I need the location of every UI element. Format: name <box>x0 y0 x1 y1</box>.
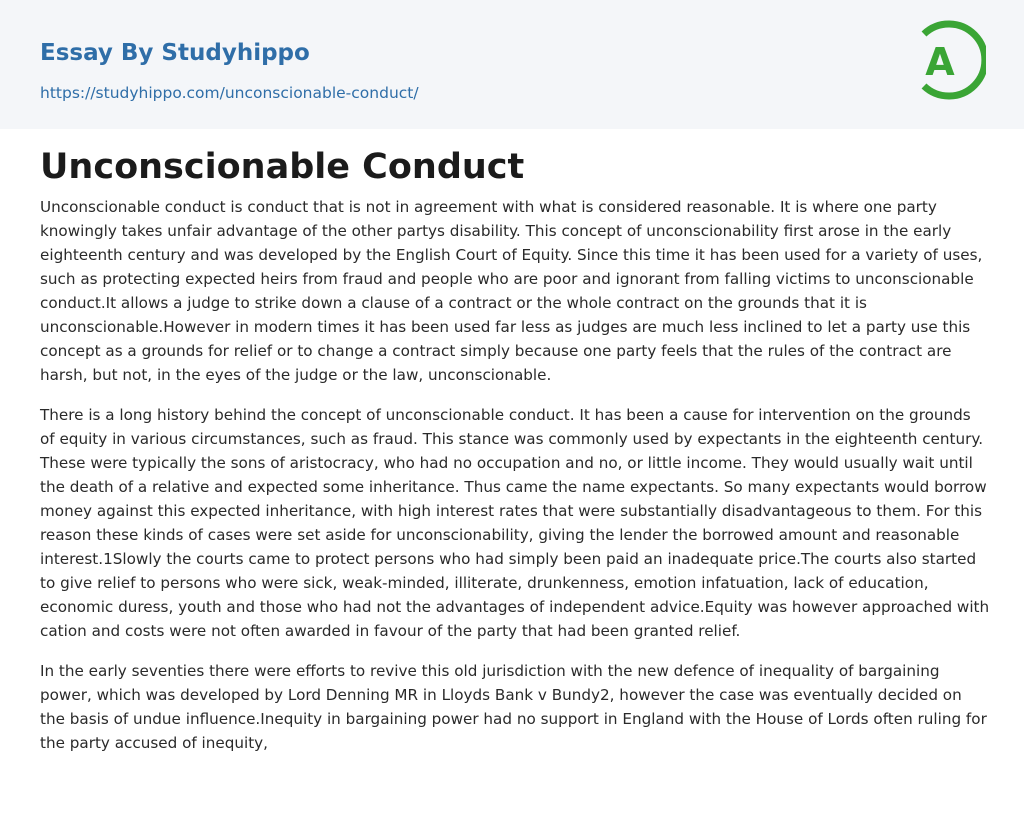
essay-paragraph-1: Unconscionable conduct is conduct that is not in agreement with what is considered reasonable. It is where one party knowingly takes unfair advantage of the other partys disability. This concept of unconscionability first arose in the early eighteenth century and was developed by the English Court of Equity. Since this time it has been used for a variety of uses, such as protecting expected heirs from fraud and people who are poor and ignorant from falling victims to unconscionable conduct.It allows a judge to strike down a clause of a contract or the whole contract on the grounds that it is unconscionable.However in modern times it has been used far less as judges are much less inclined to let a party use this concept as a grounds for relief or to change a contract simply because one party feels that the rules of the contract are harsh, but not, in the eyes of the judge or the law, unconscionable. <box>40 198 983 384</box>
essay-paragraph-3: In the early seventies there were efforts to revive this old jurisdiction with the new defence of inequality of bargaining power, which was developed by Lord Denning MR in Lloyds Bank v Bundy2, however the case was eventually decided on the basis of undue influence.Inequity in bargaining power had no support in England with the House of Lords often ruling for the party accused of inequity, <box>40 662 987 752</box>
essay-paragraph-2: There is a long history behind the concept of unconscionable conduct. It has been a cause for intervention on the grounds of equity in various circumstances, such as fraud. This stance was commonly used by expectants in the eighteenth century. These were typically the sons of aristocracy, who had no occupation and no, or little income. They would usually wait until the death of a relative and expected some inheritance. Thus came the name expectants. So many expectants would borrow money against this expected inheritance, with high interest rates that were substantially disadvantageous to them. For this reason these kinds of cases were set aside for unconscionability, giving the lender the borrowed amount and reasonable interest.1Slowly the courts came to protect persons who had simply been paid an inadequate price.The courts also started to give relief to persons who were sick, weak-minded, illiterate, drunkenness, emotion infatuation, lack of education, economic duress, youth and those who had not the advantages of independent advice.Equity was however approached with cation and costs were not often awarded in favour of the party that had been granted relief. <box>40 406 990 640</box>
studyhippo-logo[interactable] <box>912 18 986 106</box>
logo-letter: A <box>925 40 955 84</box>
essay-title: Unconscionable Conduct <box>40 147 525 187</box>
brand-title[interactable]: Essay By Studyhippo <box>40 40 310 66</box>
essay-article <box>40 144 990 755</box>
site-header <box>0 0 1024 129</box>
logo-icon <box>912 18 986 106</box>
source-url-link[interactable]: https://studyhippo.com/unconscionable-conduct/ <box>40 84 419 102</box>
